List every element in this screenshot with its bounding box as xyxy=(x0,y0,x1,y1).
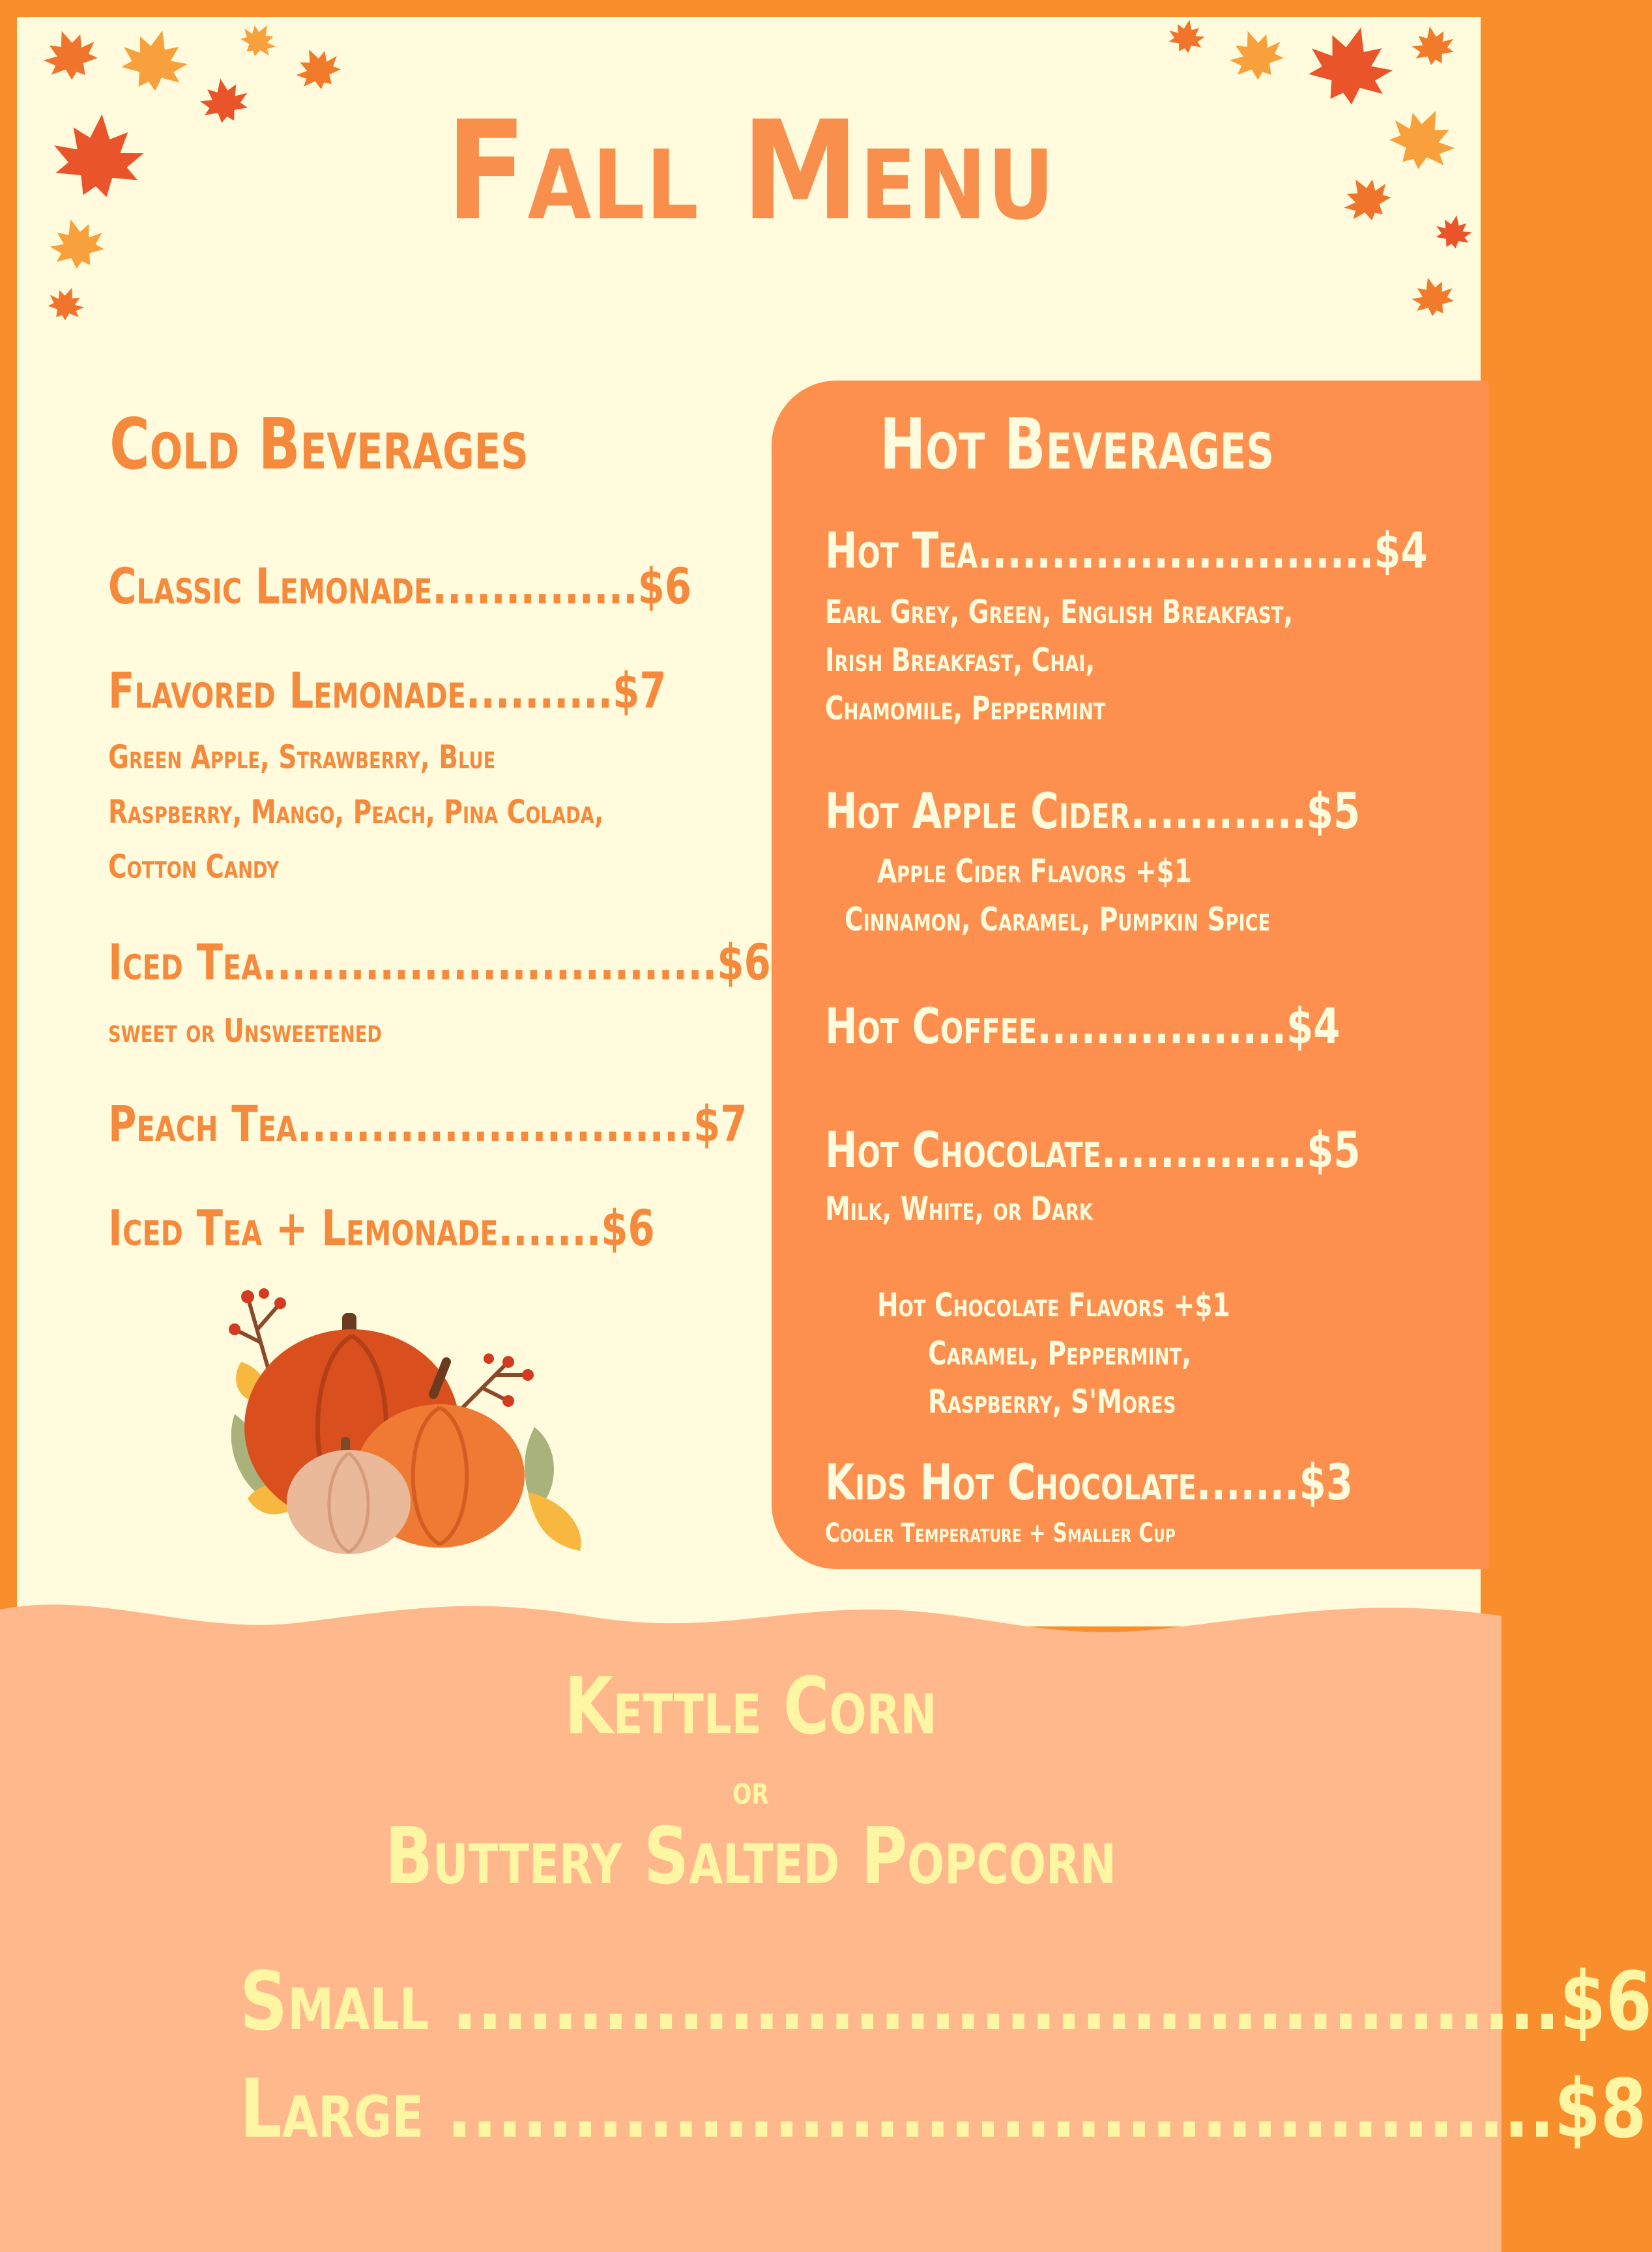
flavored-lemonade-desc-1: Green Apple, Strawberry, Blue xyxy=(108,738,496,776)
apple-cider-flavors-list: Cinnamon, Caramel, Pumpkin Spice xyxy=(845,901,1271,938)
flavored-lemonade-desc-2: Raspberry, Mango, Peach, Pina Colada, xyxy=(108,793,604,831)
menu-item-classic-lemonade: Classic Lemonade..............$6 xyxy=(108,557,692,615)
kids-hot-chocolate-desc: Cooler Temperature + Smaller Cup xyxy=(825,1518,1176,1548)
menu-item-flavored-lemonade: Flavored Lemonade..........$7 xyxy=(108,661,667,719)
menu-item-kids-hot-chocolate: Kids Hot Chocolate.......$3 xyxy=(825,1453,1354,1511)
hot-tea-desc-3: Chamomile, Peppermint xyxy=(825,689,1106,727)
popcorn-or-label: or xyxy=(732,1766,769,1813)
menu-item-hot-tea: Hot Tea...........................$4 xyxy=(825,521,1428,579)
menu-item-iced-tea: Iced Tea...............................$6 xyxy=(108,933,771,991)
popcorn-size-small: Small ............................................$6 xyxy=(240,1955,1652,2049)
hot-chocolate-flavors-list-1: Caramel, Peppermint, xyxy=(928,1335,1192,1372)
menu-item-iced-tea-lemonade: Iced Tea + Lemonade.......$6 xyxy=(108,1199,655,1257)
apple-cider-flavors-label: Apple Cider Flavors +$1 xyxy=(877,852,1192,890)
buttery-salted-popcorn-title: Buttery Salted Popcorn xyxy=(385,1812,1116,1902)
cold-beverages-heading: Cold Beverages xyxy=(109,404,529,485)
popcorn-size-large: Large ............................................$8 xyxy=(240,2062,1647,2156)
pumpkin-icon xyxy=(222,1284,613,1570)
hot-chocolate-flavors-list-2: Raspberry, S'Mores xyxy=(928,1383,1176,1421)
hot-chocolate-desc: Milk, White, or Dark xyxy=(825,1190,1094,1228)
iced-tea-desc: sweet or Unsweetened xyxy=(108,1012,383,1050)
menu-item-hot-apple-cider: Hot Apple Cider............$5 xyxy=(825,782,1361,840)
hot-beverages-heading: Hot Beverages xyxy=(880,404,1275,485)
hot-chocolate-flavors-label: Hot Chocolate Flavors +$1 xyxy=(877,1286,1230,1324)
kettle-corn-title: Kettle Corn xyxy=(564,1662,937,1752)
maple-leaves-top-left xyxy=(26,13,391,339)
menu-item-peach-tea: Peach Tea...........................$7 xyxy=(108,1095,747,1153)
flavored-lemonade-desc-3: Cotton Candy xyxy=(108,848,280,886)
menu-item-hot-coffee: Hot Coffee.................$4 xyxy=(825,997,1340,1055)
maple-leaves-top-right xyxy=(1160,13,1486,339)
page-title: Fall Menu xyxy=(446,91,1056,251)
hot-tea-desc-1: Earl Grey, Green, English Breakfast, xyxy=(825,593,1294,631)
menu-item-hot-chocolate: Hot Chocolate..............$5 xyxy=(825,1121,1361,1179)
hot-tea-desc-2: Irish Breakfast, Chai, xyxy=(825,641,1095,679)
